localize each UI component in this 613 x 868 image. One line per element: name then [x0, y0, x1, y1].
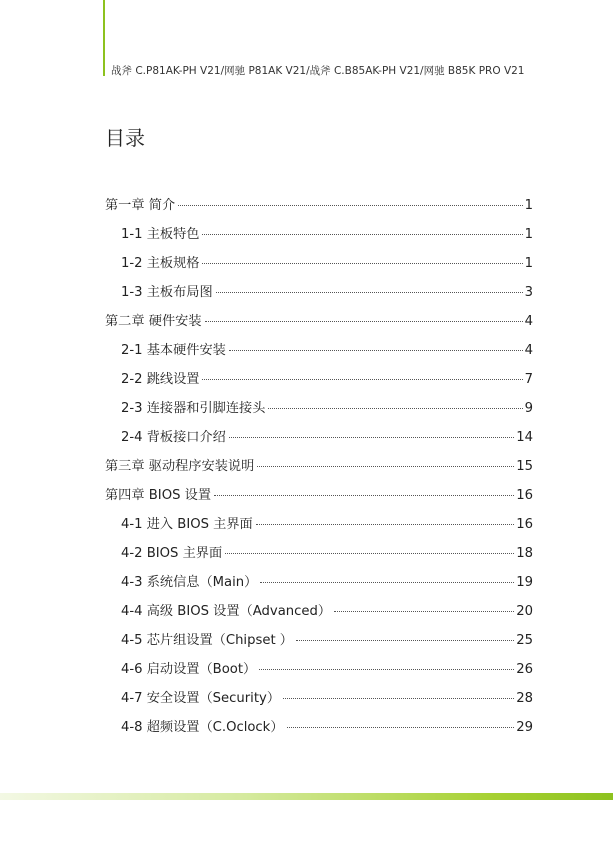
toc-page-number: 7: [524, 372, 533, 387]
toc-entry-label: 2-3 连接器和引脚连接头: [121, 401, 266, 416]
toc-section-entry[interactable]: [105, 426, 533, 455]
toc-dot-leader: [229, 350, 523, 351]
toc-dot-leader: [205, 321, 523, 322]
toc-page-number: 16: [516, 517, 533, 532]
toc-chapter-entry[interactable]: [105, 310, 533, 339]
toc-entry-label: 4-8 超频设置（C.Oclock）: [121, 720, 284, 735]
toc-entry-label: 第三章 驱动程序安装说明: [105, 459, 255, 474]
toc-page-number: 9: [524, 401, 533, 416]
toc-page-number: 1: [524, 256, 533, 271]
toc-dot-leader: [287, 727, 515, 728]
toc-section-entry[interactable]: [105, 339, 533, 368]
toc-page-number: 25: [516, 633, 533, 648]
toc-dot-leader: [256, 524, 514, 525]
toc-section-entry[interactable]: [105, 687, 533, 716]
toc-entry-label: 第一章 简介: [105, 198, 176, 213]
running-header: 战斧 C.P81AK-PH V21/网驰 P81AK V21/战斧 C.B85AK-PH V21/网驰 B85K PRO V21: [111, 65, 525, 77]
toc-dot-leader: [178, 205, 522, 206]
toc-dot-leader: [202, 263, 522, 264]
toc-entry-label: 2-1 基本硬件安装: [121, 343, 226, 358]
toc-page-number: 4: [524, 314, 533, 329]
toc-page-number: 14: [516, 430, 533, 445]
toc-section-entry[interactable]: [105, 281, 533, 310]
toc-page-number: 1: [524, 227, 533, 242]
toc-dot-leader: [296, 640, 514, 641]
toc-entry-label: 4-5 芯片组设置（Chipset ）: [121, 633, 293, 648]
toc-entry-label: 4-7 安全设置（Security）: [121, 691, 281, 706]
toc-title: 目录: [105, 126, 145, 150]
toc-page-number: 4: [524, 343, 533, 358]
toc-dot-leader: [259, 669, 514, 670]
toc-page-number: 16: [516, 488, 533, 503]
toc-section-entry[interactable]: [105, 397, 533, 426]
toc-dot-leader: [214, 495, 514, 496]
toc-entry-label: 第四章 BIOS 设置: [105, 488, 212, 503]
toc-section-entry[interactable]: [105, 542, 533, 571]
header-accent-line: [103, 0, 105, 76]
toc-dot-leader: [268, 408, 522, 409]
toc-entry-label: 4-3 系统信息（Main）: [121, 575, 258, 590]
toc-page-number: 3: [524, 285, 533, 300]
toc-section-entry[interactable]: [105, 513, 533, 542]
toc-dot-leader: [225, 553, 514, 554]
toc-entry-label: 4-2 BIOS 主界面: [121, 546, 223, 561]
toc-entry-label: 2-2 跳线设置: [121, 372, 200, 387]
toc-section-entry[interactable]: [105, 658, 533, 687]
toc-dot-leader: [257, 466, 514, 467]
toc-dot-leader: [216, 292, 523, 293]
toc-entry-label: 1-3 主板布局图: [121, 285, 213, 300]
footer-accent-band: [0, 793, 613, 800]
toc-page-number: 20: [516, 604, 533, 619]
table-of-contents: [105, 194, 533, 745]
toc-entry-label: 第二章 硬件安装: [105, 314, 202, 329]
toc-section-entry[interactable]: [105, 716, 533, 745]
toc-chapter-entry[interactable]: [105, 484, 533, 513]
toc-dot-leader: [202, 379, 522, 380]
toc-dot-leader: [334, 611, 514, 612]
toc-dot-leader: [229, 437, 514, 438]
toc-section-entry[interactable]: [105, 600, 533, 629]
toc-entry-label: 4-6 启动设置（Boot）: [121, 662, 257, 677]
toc-page-number: 26: [516, 662, 533, 677]
toc-page-number: 29: [516, 720, 533, 735]
toc-section-entry[interactable]: [105, 252, 533, 281]
toc-chapter-entry[interactable]: [105, 455, 533, 484]
toc-dot-leader: [260, 582, 514, 583]
toc-chapter-entry[interactable]: [105, 194, 533, 223]
toc-section-entry[interactable]: [105, 368, 533, 397]
toc-entry-label: 1-1 主板特色: [121, 227, 200, 242]
toc-dot-leader: [202, 234, 522, 235]
toc-entry-label: 4-4 高级 BIOS 设置（Advanced）: [121, 604, 332, 619]
toc-section-entry[interactable]: [105, 571, 533, 600]
toc-page-number: 19: [516, 575, 533, 590]
toc-page-number: 1: [524, 198, 533, 213]
toc-entry-label: 1-2 主板规格: [121, 256, 200, 271]
toc-page-number: 28: [516, 691, 533, 706]
toc-section-entry[interactable]: [105, 223, 533, 252]
toc-page-number: 18: [516, 546, 533, 561]
toc-page-number: 15: [516, 459, 533, 474]
toc-dot-leader: [283, 698, 514, 699]
toc-section-entry[interactable]: [105, 629, 533, 658]
toc-entry-label: 2-4 背板接口介绍: [121, 430, 226, 445]
toc-entry-label: 4-1 进入 BIOS 主界面: [121, 517, 253, 532]
